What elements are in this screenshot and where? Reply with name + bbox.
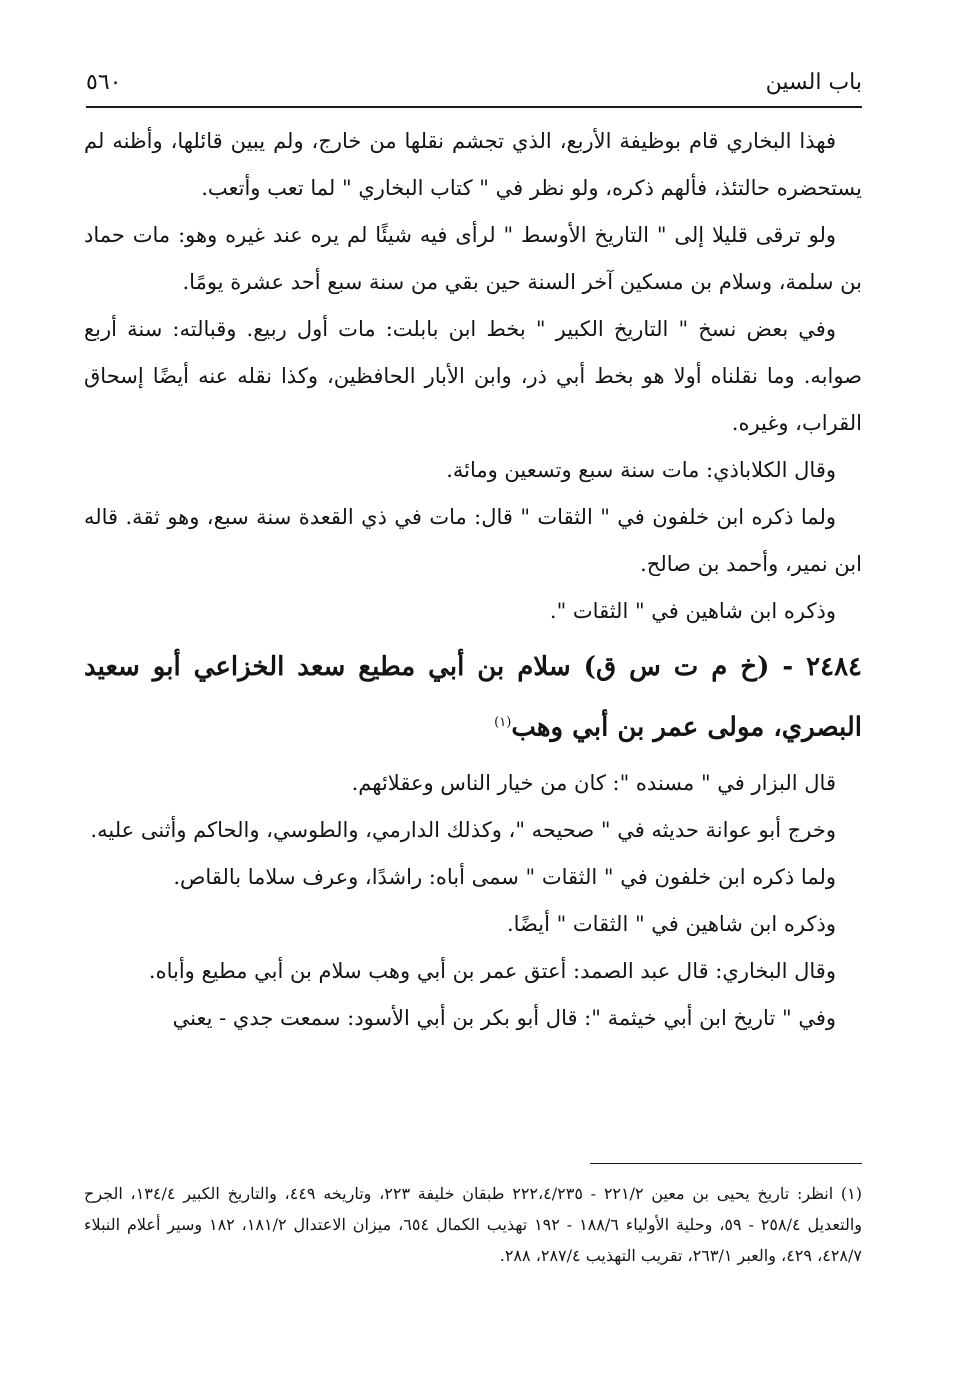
main-text xyxy=(84,118,862,1042)
paragraph: ولو ترقى قليلا إلى " التاريخ الأوسط " لرأى فيه شيئًا لم يره عند غيره وهو: مات حماد بن سلمة، وسلام بن مسكين آخر السنة حين بقي من سنة سبع أحد عشرة يومًا. xyxy=(84,223,862,294)
paragraph: وذكره ابن شاهين في " الثقات " أيضًا. xyxy=(506,911,836,936)
page-number: ٥٦٠ xyxy=(86,69,122,95)
paragraph: وفي " تاريخ ابن أبي خيثمة ": قال أبو بكر بن أبي الأسود: سمعت جدي - يعني xyxy=(172,1005,836,1030)
paragraph: وفي بعض نسخ " التاريخ الكبير " بخط ابن بابلت: مات أول ربيع. وقبالته: سنة أربع صوابه. وما نقلناه أولا هو بخط أبي ذر، وابن الأبار الحافظين، وكذا نقله عنه أيضًا إسحاق القراب، وغيره. xyxy=(84,317,862,435)
footnote: (١) انظر: تاريخ يحيى بن معين ٢٢١/٢ - ٢٢٢،٤/٢٣٥ طبقان خليفة ٢٢٣، وتاريخه ٤٤٩، والتاريخ الكبير ١٣٤/٤، الجرح والتعديل ٢٥٨/٤ - ٥٩، وحلية الأولياء ١٨٨/٦ - ١٩٢ تهذيب الكمال ٦٥٤، ميزان الاعتدال ١٨١/٢، ١٨٢ وسير أعلام النبلاء ٤٢٨/٧، ٤٢٩، والعبر ٢٦٣/١، تقريب التهذيب ٢٨٧/٤، ٢٨٨. xyxy=(84,1184,863,1265)
footnote-rule xyxy=(590,1163,862,1164)
chapter-title: باب السين xyxy=(765,69,862,95)
running-header xyxy=(86,62,862,102)
entry-heading xyxy=(84,639,862,756)
footnote-marker[interactable]: (١) xyxy=(494,715,512,730)
paragraph: قال البزار في " مسنده ": كان من خيار الناس وعقلائهم. xyxy=(351,770,836,795)
paragraph: وخرج أبو عوانة حديثه في " صحيحه "، وكذلك الدارمي، والطوسي، والحاكم وأثنى عليه. xyxy=(90,817,836,842)
paragraph: وقال الكلاباذي: مات سنة سبع وتسعين ومائة. xyxy=(446,458,836,482)
paragraph: وقال البخاري: قال عبد الصمد: أعتق عمر بن أبي وهب سلام بن أبي مطيع وأباه. xyxy=(148,958,836,983)
paragraph: ولما ذكره ابن خلفون في " الثقات " قال: مات في ذي القعدة سنة سبع، وهو ثقة. قاله ابن نمير، وأحمد بن صالح. xyxy=(84,505,862,576)
paragraph: وذكره ابن شاهين في " الثقات ". xyxy=(549,599,836,623)
entry-heading-text: ٢٤٨٤ - (خ م ت س ق) سلام بن أبي مطيع سعد الخزاعي أبو سعيد البصري، مولى عمر بن أبي وهب xyxy=(84,652,862,743)
paragraph: ولما ذكره ابن خلفون في " الثقات " سمى أباه: راشدًا، وعرف سلاما بالقاص. xyxy=(173,864,836,889)
paragraph: فهذا البخاري قام بوظيفة الأربع، الذي تجشم نقلها من خارج، ولم يبين قائلها، وأظنه لم يستحضره حالتئذ، فألهم ذكره، ولو نظر في " كتاب البخاري " لما تعب وأتعب. xyxy=(84,129,862,200)
header-rule xyxy=(86,106,862,108)
